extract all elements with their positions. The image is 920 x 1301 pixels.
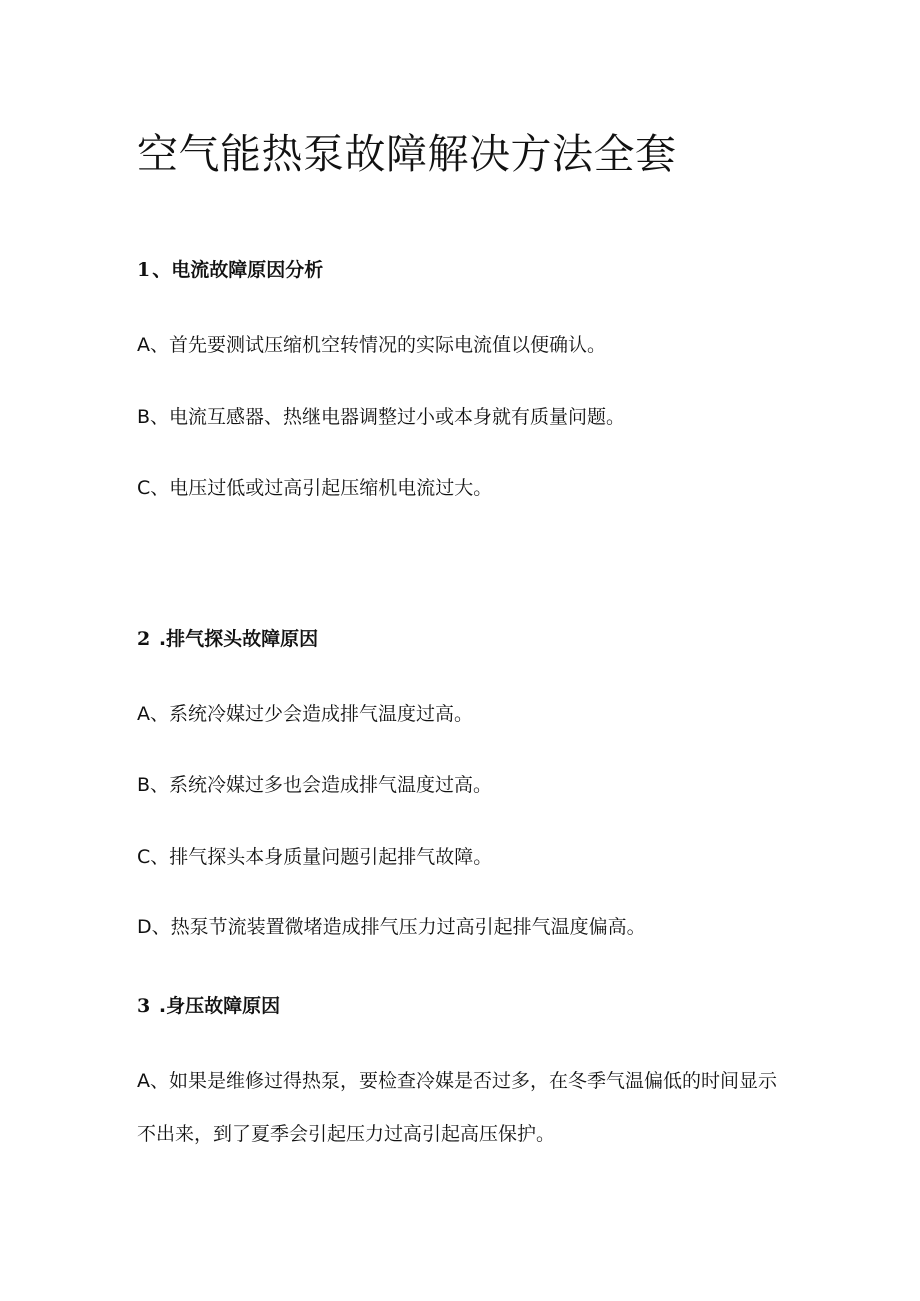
section-number: 1 [137,259,151,281]
section-1-item-a: A、首先要测试压缩机空转情况的实际电流值以便确认。 [137,334,606,356]
section-3-heading [137,992,280,1020]
section-heading-text: 、电流故障原因分析 [152,259,324,281]
section-2-item-d: D、热泵节流装置微堵造成排气压力过高引起排气温度偏高。 [137,916,646,938]
section-2-heading [137,625,318,653]
section-3-item-a: A、如果是维修过得热泵，要检查冷媒是否过多，在冬季气温偏低的时间显示不出来，到了夏季会引起压力过高引起高压保护。 [137,1070,777,1145]
section-number: 3 [137,995,151,1017]
section-1-heading [137,256,323,284]
section-heading-text: .排气探头故障原因 [152,628,319,650]
section-1-item-c: C、电压过低或过高引起压缩机电流过大。 [137,477,493,499]
section-number: 2 [137,628,151,650]
section-1-item-b: B、电流互感器、热继电器调整过小或本身就有质量问题。 [137,406,626,428]
section-2-item-b: B、系统冷媒过多也会造成排气温度过高。 [137,774,493,796]
document-title: 空气能热泵故障解决方法全套 [137,130,677,178]
section-2-item-c: C、排气探头本身质量问题引起排气故障。 [137,846,493,868]
section-heading-text: .身压故障原因 [152,995,281,1017]
section-2-item-a: A、系统冷媒过少会造成排气温度过高。 [137,703,473,725]
